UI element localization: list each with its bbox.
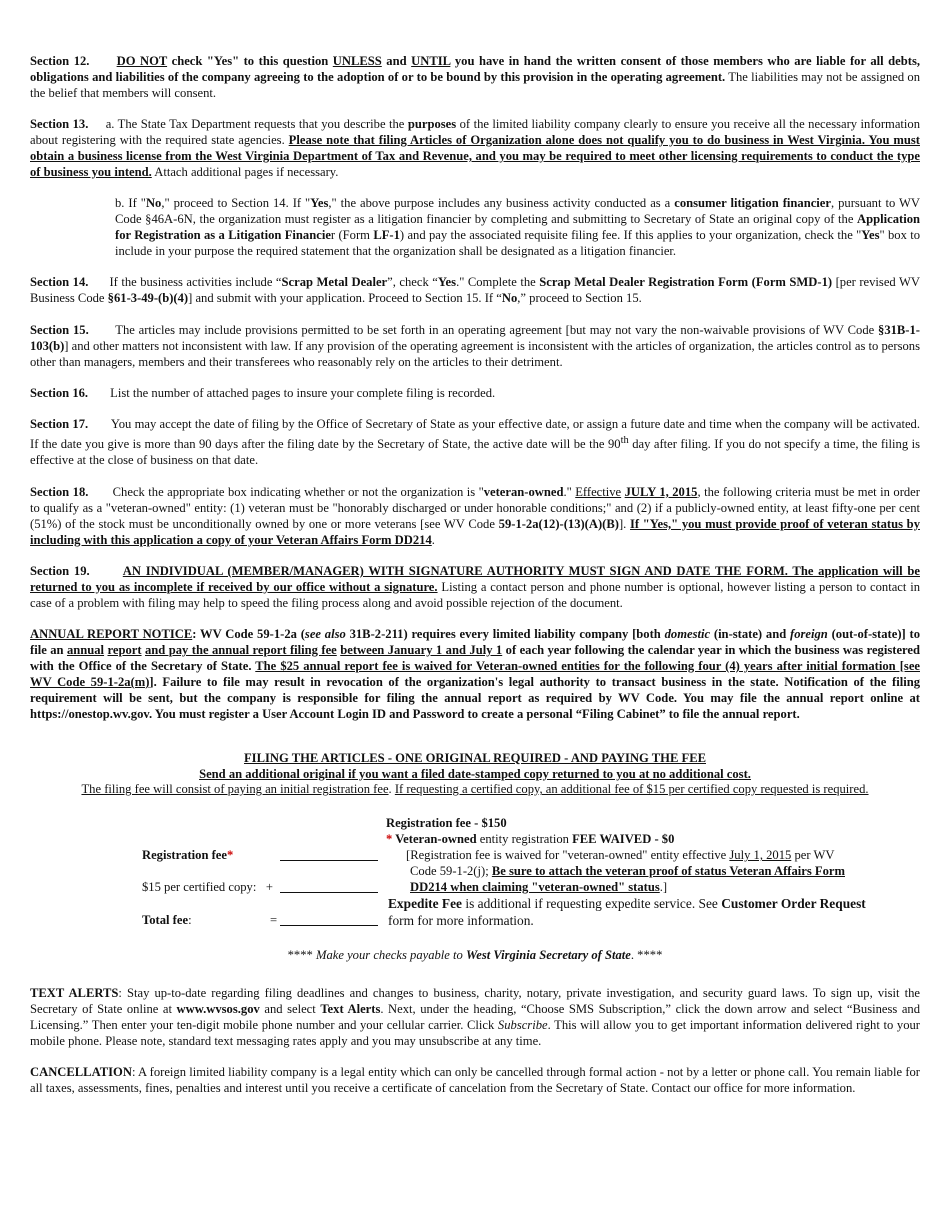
equals-sign: =	[270, 913, 278, 928]
veteran-proof-notice: If "Yes," you must provide proof of veteran status by including with this application a copy of your Veteran Affairs Form DD214	[30, 516, 920, 547]
section-12	[30, 54, 920, 102]
stars: ****	[287, 948, 316, 963]
sec17-superscript: th	[620, 435, 629, 447]
effective-date: JULY 1, 2015	[624, 484, 698, 499]
text-alerts	[30, 986, 920, 1050]
subscribe-term: Subscribe	[497, 1018, 548, 1033]
registration-fee-field[interactable]	[280, 848, 378, 861]
sec13b-text1: b. If "	[115, 196, 146, 211]
sec18-text4: ].	[618, 516, 631, 531]
total-fee-label	[142, 913, 192, 929]
instructions-page	[30, 54, 920, 1113]
sec14-text3: ." Complete the	[456, 275, 540, 290]
sec14-text4: [per revised WV Business Code	[30, 275, 920, 306]
red-asterisk: *	[386, 832, 393, 847]
form-smd1: Scrap Metal Dealer Registration Form (Form SMD-1)	[539, 275, 833, 290]
certified-copy-label	[142, 880, 273, 896]
sec13-text3: Attach additional pages if necessary.	[151, 164, 339, 179]
waiver-note-line3	[386, 880, 896, 896]
waiver-date: July 1, 2015	[729, 848, 792, 863]
form-lf1: LF-1	[373, 228, 400, 243]
red-asterisk: *	[226, 848, 234, 863]
sec18-text3: , the following criteria must be met in order to qualify as a "veteran-owned" entity: (1) veteran must be "honorably discharged or under honorable conditions;" and (2) if a publicly-owned entity, at least fifty-one per cent (51%) of the stock must be unconditionally owned by one or more veterans [see WV Code	[30, 484, 920, 531]
section-17-label: Section 17.	[30, 417, 89, 432]
sec13b-no: No	[145, 196, 162, 211]
unless-text: UNLESS	[332, 54, 382, 68]
sec13b-text5: r (Form	[330, 228, 374, 243]
payee-name: West Virginia Secretary of State	[465, 948, 631, 963]
section-14	[30, 275, 920, 307]
sec12-text2: you have in hand the written consent of those members who are liable for all debts, obligations and liabilities of the company agreeing to the adoption of or to be bound by this provision in the operating agreement.	[30, 54, 921, 84]
waiver-bold2: DD214 when claiming "veteran-owned" status	[410, 880, 660, 895]
sec18-text5: .	[431, 532, 435, 547]
section-14-label: Section 14.	[30, 275, 89, 290]
domestic-term: domestic	[664, 627, 711, 642]
purposes-text: purposes	[407, 117, 457, 132]
colon: :	[188, 913, 192, 928]
sec13b-text2: ," proceed to Section 14. If "	[161, 196, 311, 211]
sec14-text1: If the business activities include “	[105, 275, 282, 290]
filing-heading: FILING THE ARTICLES - ONE ORIGINAL REQUIRED - AND PAYING THE FEE	[243, 750, 706, 765]
section-16	[30, 386, 920, 402]
text-alerts-option: Text Alerts	[320, 1002, 381, 1017]
sec13b-yes2: Yes	[861, 228, 880, 243]
sec14-text2: ”, check “	[387, 275, 438, 290]
sec13b-text6: ) and pay the associated requisite filing fee. If this applies to your organization, check the "	[399, 228, 862, 243]
section-12-label: Section 12.	[30, 54, 90, 68]
see-also: see also	[304, 627, 346, 642]
waiver-note-line2	[386, 864, 896, 880]
sec14-code: §61-3-49-(b)(4)	[107, 291, 189, 306]
annual-text3: (in-state) and	[710, 627, 791, 642]
sec14-text5: ] and submit with your application. Proceed to Section 15. If “	[188, 291, 502, 306]
sec12-and: and	[381, 54, 412, 68]
checks-text2: . ****	[630, 948, 663, 963]
expedite-fee: Expedite Fee	[388, 896, 463, 912]
registration-fee-label	[142, 848, 233, 864]
annual-report-notice	[30, 627, 920, 722]
annual-report-label: ANNUAL REPORT NOTICE	[30, 627, 193, 642]
sec13b-text3: ," the above purpose includes any business activity conducted as a	[328, 196, 675, 211]
sec14-text6: ,” proceed to Section 15.	[517, 291, 642, 306]
section-13-label: Section 13.	[30, 117, 89, 132]
annual-u4: between January 1 and July 1	[340, 643, 503, 658]
annual-text6: ]. Failure to file may result in revocation of the organization's legal authority to transact business in the state. Notification of the filing requirement will be sent, but the company is responsible for filing the annual report as required by WV Code. You may file the annual report online at https://onestop.wv.gov. You must register a User Account Login ID and Password to create a personal “Filing Cabinet” to file the annual report.	[30, 674, 920, 721]
annual-u2: report	[107, 643, 142, 658]
section-15	[30, 323, 920, 371]
annual-text2: 31B-2-211) requires every limited liability company [both	[345, 627, 665, 642]
effective-text: Effective	[575, 484, 622, 499]
section-17	[30, 417, 920, 469]
sec14-yes: Yes	[437, 275, 457, 290]
annual-text4: (out-of-state)] to file an	[30, 627, 920, 658]
section-19	[30, 564, 920, 612]
waiver-note-line1	[386, 848, 896, 864]
cancellation	[30, 1065, 920, 1097]
section-13a	[30, 117, 920, 181]
sec17-text2: day after filing. If you do not specify a time, the filing is effective at the close of business on that date.	[30, 437, 921, 468]
consumer-litigation-financier: consumer litigation financier	[674, 196, 831, 211]
sec13-text2: of the limited liability company clearly to ensure you receive all the necessary information about registering with the required state agencies.	[30, 117, 921, 148]
reg-fee-label-text: Registration fee	[142, 848, 227, 863]
litigation-financier-application: Application for Registration as a Litigation Financie	[115, 212, 920, 243]
waiver-end: .]	[659, 880, 668, 895]
expedite-line1	[386, 896, 896, 912]
customer-order-request: Customer Order Request	[721, 896, 866, 912]
foreign-term: foreign	[790, 627, 828, 642]
section-13b	[30, 196, 920, 260]
cert-label-text: $15 per certified copy:	[142, 880, 257, 895]
alerts-text1: : Stay up-to-date regarding filing deadlines and changes to business, charity, notary, private investigation, and security guard laws. To sign up, visit the Secretary of State online at	[30, 986, 920, 1017]
fee-line-a: The filing fee will consist of paying an initial registration fee	[81, 782, 389, 797]
text-alerts-label: TEXT ALERTS	[30, 986, 119, 1001]
alerts-text2: and select	[259, 1002, 321, 1017]
checks-text1: Make your checks payable to	[315, 948, 466, 963]
business-license-notice: Please note that filing Articles of Organization alone does not qualify you to do business in West Virginia. You must obtain a business license from the West Virginia Department of Tax and Revenue, and you may be required to meet other licensing requirements to conduct the type of business you intend.	[30, 133, 920, 179]
sec16-text1: List the number of attached pages to insure your complete filing is recorded.	[110, 386, 496, 400]
sec12-text3: The liabilities may not be assigned on the belief that members will consent.	[30, 69, 920, 100]
total-fee-text: Total fee	[142, 913, 189, 928]
veteran-owned-term: veteran-owned	[483, 484, 564, 499]
registration-amount	[386, 816, 896, 832]
annual-u3: and pay the annual report filing fee	[144, 643, 337, 658]
annual-u1: annual	[66, 643, 105, 658]
fee-line-b: If requesting a certified copy, an additional fee of $15 per certified copy requested is required.	[394, 782, 869, 797]
plus-sign: +	[265, 880, 273, 895]
sec13b-yes: Yes	[310, 196, 329, 211]
section-16-label: Section 16.	[30, 386, 89, 400]
checks-payable-line	[30, 948, 920, 964]
waiver-text1: [Registration fee is waived for "veteran-owned" entity effective	[406, 848, 730, 863]
fee-line-dot: .	[388, 782, 395, 797]
registration-amount-text: Registration fee - $150	[386, 816, 507, 831]
sec15-code: §31B-1-103(b)	[30, 322, 920, 353]
waiver-bold: Be sure to attach the veteran proof of status Veteran Affairs Form	[491, 864, 845, 879]
sec17-text1: You may accept the date of filing by the Office of Secretary of State as your effective date, or assign a future date and time when the company will be activated. If the date you give is more than 90 days after the filing date by the Secretary of State, the active date will be the 90	[30, 417, 920, 452]
wvsos-site: www.wvsos.gov	[176, 1002, 260, 1017]
cancellation-label: CANCELLATION	[30, 1065, 132, 1080]
sec14-no: No	[501, 291, 518, 306]
veteran-owned-bold: Veteran-owned	[392, 832, 477, 847]
sec19-text1: Listing a contact person and phone number is optional, however listing a person to contact in case of a problem with filing may help to speed the filing process along and avoid possible rejection of the document.	[30, 579, 920, 610]
sec15-text1: The articles may include provisions permitted to be set forth in an operating agreement [but may not vary the non-waivable provisions of WV Code	[115, 322, 879, 337]
sec13b-text7: " box to include in your purpose the required statement that the organization shall be designated as a litigation financier.	[115, 228, 921, 259]
waiver-text2: per WV	[791, 848, 835, 863]
sec18-text2: ."	[563, 484, 576, 499]
waiver-text3: Code 59-1-2(j);	[410, 864, 492, 879]
signature-requirement: AN INDIVIDUAL (MEMBER/MANAGER) WITH SIGNATURE AUTHORITY MUST SIGN AND DATE THE FORM. The application will be returned to you as incomplete if received by our office without a signature.	[30, 563, 920, 594]
do-not-text: DO NOT	[116, 54, 168, 68]
annual-text5: of each year following the calendar year in which the business was registered with the Office of the Secretary of State.	[30, 643, 920, 673]
filing-subheading: Send an additional original if you want a filed date-stamped copy returned to you at no additional cost.	[199, 766, 751, 781]
section-18-label: Section 18.	[30, 484, 89, 499]
sec12-text1: check "Yes" to this question	[167, 54, 333, 68]
annual-text1: : WV Code 59-1-2a (	[192, 627, 305, 642]
total-fee-field[interactable]	[280, 913, 378, 926]
section-15-label: Section 15.	[30, 322, 89, 337]
fee-worksheet	[30, 816, 920, 932]
fee-waived-text: FEE WAIVED - $0	[572, 832, 675, 847]
sec18-code: 59-1-2a(12)-(13)(A)(B)	[498, 516, 619, 531]
sec18-text1: Check the appropriate box indicating whether or not the organization is "	[112, 484, 484, 499]
vet-reg-text: entity registration	[476, 832, 573, 847]
alerts-text4: . This will allow you to get important information delivered right to your mobile phone. Please note, standard text messaging rates apply and you may unsubscribe at any time.	[30, 1018, 920, 1048]
veteran-fee-waiver: The $25 annual report fee is waived for Veteran-owned entities for the following four (4) years after initial formation [see WV Code 59-1-2a(m)	[30, 658, 920, 689]
sec13b-text4: , pursuant to WV Code §46A-6N, the organization must register as a litigation financier by completing and submitting to Secretary of State an original copy of the	[115, 196, 920, 227]
sec13-text1: a. The State Tax Department requests that you describe the	[105, 117, 408, 132]
certified-copy-field[interactable]	[280, 880, 378, 893]
expedite-text2: form for more information.	[388, 913, 534, 929]
cancellation-text: : A foreign limited liability company is a legal entity which can only be cancelled through formal action - not by a letter or phone call. You remain liable for all taxes, assessments, fines, penalties and interest until you receive a certificate of cancelation from the Secretary of State. Contact our office for more information.	[30, 1065, 920, 1096]
expedite-line2	[386, 913, 896, 929]
until-text: UNTIL	[411, 54, 451, 68]
filing-fee-line	[30, 782, 920, 798]
scrap-metal-dealer: Scrap Metal Dealer	[281, 275, 388, 290]
veteran-waiver-line	[386, 832, 896, 848]
alerts-text3: . Next, under the heading, “Choose SMS Subscription,” click the down arrow and select “Business and Licensing.” Then enter your ten-digit mobile phone number and your cellular carrier. Click	[30, 1002, 921, 1033]
section-18	[30, 485, 920, 549]
sec15-text2: ] and other matters not inconsistent with law. If any provision of the operating agreement is inconsistent with the articles of organization, the articles control as to persons other than managers, members and their transferees who reasonably rely on the articles to their detriment.	[30, 338, 920, 369]
section-19-label: Section 19.	[30, 563, 90, 578]
expedite-text1: is additional if requesting expedite service. See	[462, 896, 722, 912]
